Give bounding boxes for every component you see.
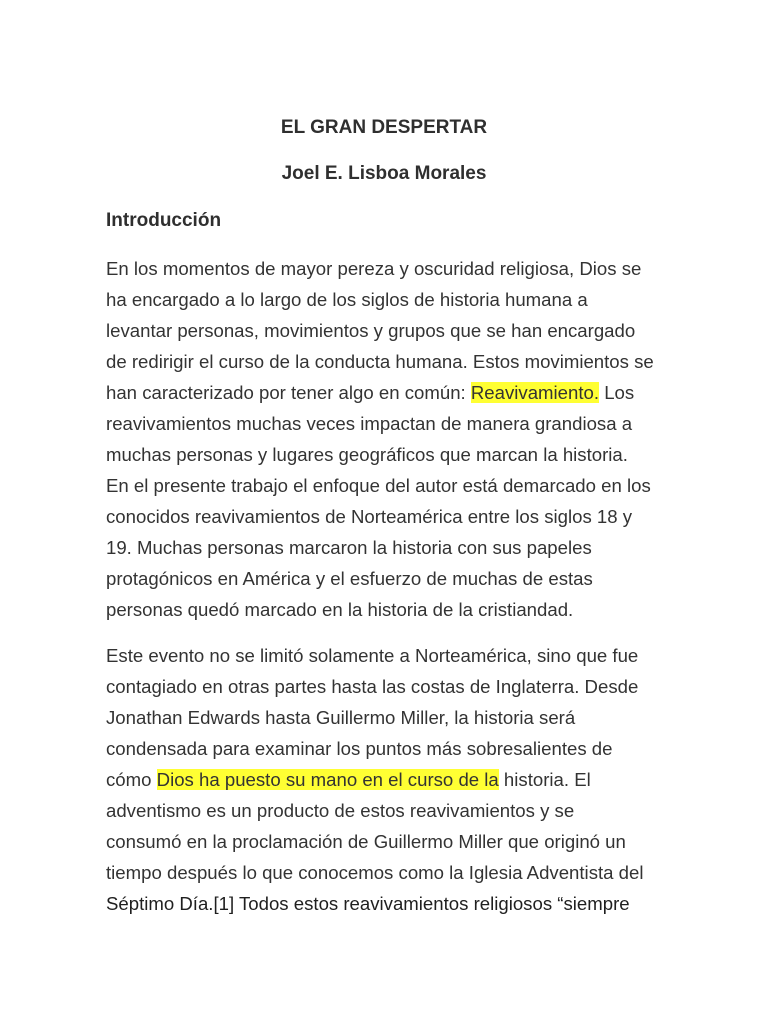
line-text: Los	[599, 382, 635, 403]
paragraph-line: tiempo después lo que conocemos como la Iglesia Adventista del	[106, 862, 644, 883]
line-text: han caracterizado por tener algo en común:	[106, 382, 471, 403]
paragraph-line: consumó en la proclamación de Guillermo Miller que originó un	[106, 831, 626, 852]
paragraph-line: adventismo es un producto de estos reavivamientos y se	[106, 800, 575, 821]
paragraph-line: En los momentos de mayor pereza y oscuridad religiosa, Dios se	[106, 258, 642, 279]
paragraph-line: personas quedó marcado en la historia de la cristiandad.	[106, 599, 574, 620]
paragraph-line: reavivamientos muchas veces impactan de manera grandiosa a	[106, 413, 633, 434]
highlighted-text: Reavivamiento.	[470, 382, 600, 403]
paragraph-line: muchas personas y lugares geográficos que marcan la historia.	[106, 444, 628, 465]
paragraph-2	[106, 640, 678, 919]
paragraph-line: Jonathan Edwards hasta Guillermo Miller, la historia será	[106, 707, 576, 728]
paragraph-line: levantar personas, movimientos y grupos que se han encargado	[106, 320, 636, 341]
document-author: Joel E. Lisboa Morales	[281, 163, 487, 184]
paragraph-line: En el presente trabajo el enfoque del autor está demarcado en los	[106, 475, 651, 496]
paragraph-line: de redirigir el curso de la conducta humana. Estos movimientos se	[106, 351, 654, 372]
paragraph-line: Este evento no se limitó solamente a Norteamérica, sino que fue	[106, 645, 639, 666]
paragraph-line: contagiado en otras partes hasta las costas de Inglaterra. Desde	[106, 676, 639, 697]
paragraph-line: protagónicos en América y el esfuerzo de muchas de estas	[106, 568, 593, 589]
paragraph-1	[106, 253, 678, 625]
document-title: EL GRAN DESPERTAR	[280, 117, 488, 138]
paragraph-line: conocidos reavivamientos de Norteamérica entre los siglos 18 y	[106, 506, 633, 527]
paragraph-line: ha encargado a lo largo de los siglos de historia humana a	[106, 289, 588, 310]
highlighted-text: Dios ha puesto su mano en el curso de la	[156, 769, 499, 790]
paragraph-line	[106, 377, 678, 408]
paragraph-line: 19. Muchas personas marcaron la historia con sus papeles	[106, 537, 592, 558]
section-heading: Introducción	[106, 210, 222, 231]
paragraph-line: Séptimo Día.[1] Todos estos reavivamientos religiosos “siempre	[106, 893, 630, 914]
paragraph-line	[106, 764, 678, 795]
line-text: cómo	[106, 769, 157, 790]
paragraph-line: condensada para examinar los puntos más sobresalientes de	[106, 738, 613, 759]
line-text: historia. El	[498, 769, 591, 790]
